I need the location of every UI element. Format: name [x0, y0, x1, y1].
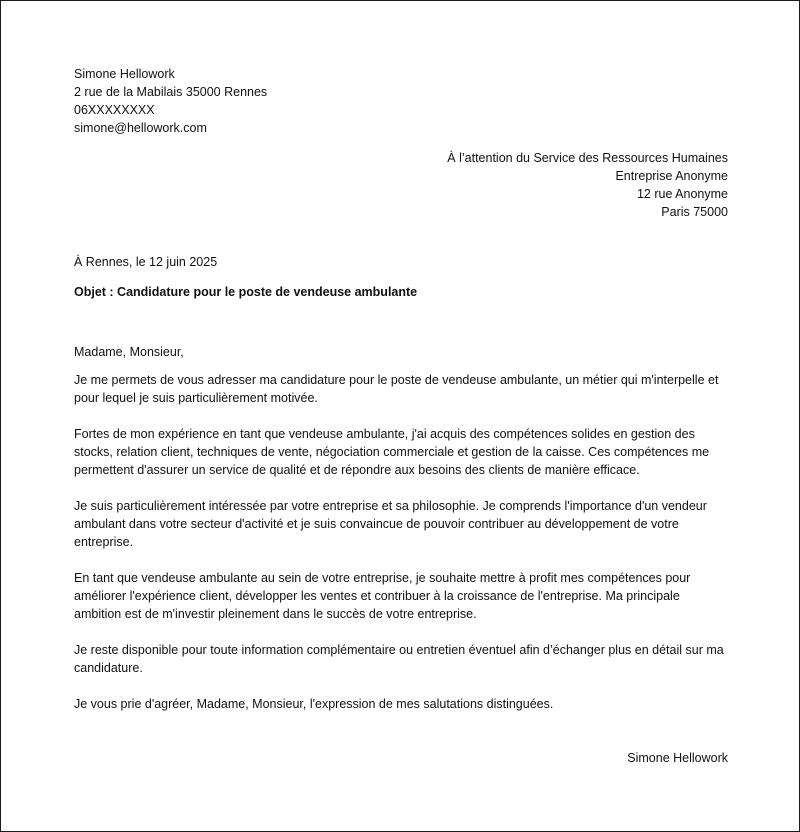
- body-paragraph: En tant que vendeuse ambulante au sein de votre entreprise, je souhaite mettre à profit mes compétences pour améliorer l'expérience client, développer les ventes et contribuer à la croissance de l'entreprise. Ma principale ambition est de m'investir pleinement dans le succès de votre entreprise.: [74, 571, 691, 621]
- date-line: À Rennes, le 12 juin 2025: [74, 255, 218, 269]
- sender-address: 2 rue de la Mabilais 35000 Rennes: [74, 85, 268, 99]
- greeting: Madame, Monsieur,: [74, 345, 184, 359]
- subject-line: Objet : Candidature pour le poste de vendeuse ambulante: [74, 285, 418, 299]
- body-paragraph: Fortes de mon expérience en tant que vendeuse ambulante, j'ai acquis des compétences solides en gestion des stocks, relation client, techniques de vente, négociation commerciale et gestion de la caisse. Ces compétences me permettent d'assurer un service de qualité et de répondre aux besoins des clients de manière efficace.: [74, 427, 710, 477]
- recipient-block: [74, 149, 728, 221]
- signature: Simone Hellowork: [627, 751, 728, 765]
- recipient-company: Entreprise Anonyme: [615, 169, 728, 183]
- sender-name: Simone Hellowork: [74, 67, 175, 81]
- body-paragraph: Je vous prie d'agréer, Madame, Monsieur, l'expression de mes salutations distinguées.: [74, 697, 554, 711]
- body-paragraph: Je reste disponible pour toute information complémentaire ou entretien éventuel afin d’échanger plus en détail sur ma candidature.: [74, 643, 724, 675]
- recipient-street: 12 rue Anonyme: [636, 187, 728, 201]
- sender-email: simone@hellowork.com: [74, 121, 207, 135]
- sender-phone: 06XXXXXXXX: [74, 103, 155, 117]
- recipient-attention: À l’attention du Service des Ressources Humaines: [447, 151, 728, 165]
- body-paragraph: Je me permets de vous adresser ma candidature pour le poste de vendeuse ambulante, un métier qui m'interpelle et pour lequel je suis particulièrement motivée.: [74, 373, 719, 405]
- sender-block: [74, 65, 728, 137]
- letter-content: [74, 65, 728, 767]
- recipient-city: Paris 75000: [661, 205, 728, 219]
- letter-body: [74, 371, 728, 713]
- body-paragraph: Je suis particulièrement intéressée par votre entreprise et sa philosophie. Je comprends l'importance d'un vendeur ambulant dans votre secteur d'activité et je suis convaincue de pouvoir contribuer au développement de votre entreprise.: [74, 499, 707, 549]
